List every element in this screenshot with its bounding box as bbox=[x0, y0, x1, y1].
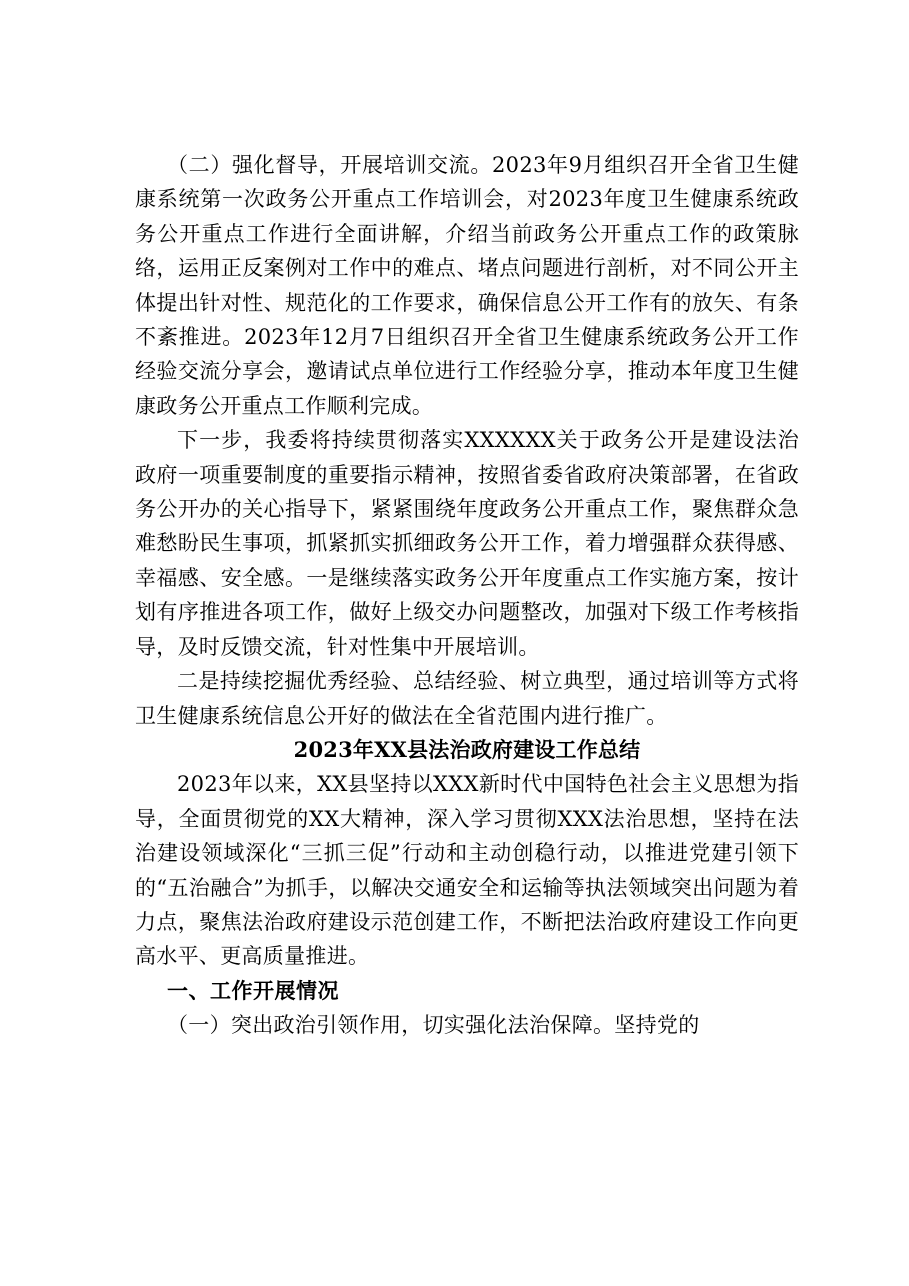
paragraph-training-exchange: （二）强化督导，开展培训交流。2023年9月组织召开全省卫生健康系统第一次政务公开重点工作培训会，对2023年度卫生健康系统政务公开重点工作进行全面讲解，介绍当前政务公开重点工作的政策脉络，运用正反案例对工作中的难点、堵点问题进行剖析，对不同公开主体提出针对性、规范化的工作要求，确保信息公开工作有的放矢、有条不紊推进。2023年12月7日组织召开全省卫生健康系统政务公开工作经验交流分享会，邀请试点单位进行工作经验分享，推动本年度卫生健康政务公开重点工作顺利完成。 bbox=[135, 153, 799, 418]
paragraph-next-steps: 下一步，我委将持续贯彻落实XXXXXX关于政务公开是建设法治政府一项重要制度的重要指示精神，按照省委省政府决策部署，在省政务公开办的关心指导下，紧紧围绕年度政务公开重点工作，聚焦群众急难愁盼民生事项，抓紧抓实抓细政务公开工作，着力增强群众获得感、幸福感、安全感。一是继续落实政务公开年度重点工作实施方案，按计划有序推进各项工作，做好上级交办问题整改，加强对下级工作考核指导，及时反馈交流，针对性集中开展培训。 bbox=[135, 428, 799, 659]
paragraph-intro: 2023年以来，XX县坚持以XXX新时代中国特色社会主义思想为指导，全面贯彻党的XX大精神，深入学习贯彻XXX法治思想，坚持在法治建设领域深化“三抓三促”行动和主动创稳行动，以推进党建引领下的“五治融合”为抓手，以解决交通安全和运输等执法领域突出问题为着力点，聚焦法治政府建设示范创建工作，不断把法治政府建设工作向更高水平、更高质量推进。 bbox=[135, 772, 799, 969]
paragraph-promote-experience: 二是持续挖掘优秀经验、总结经验、树立典型，通过培训等方式将卫生健康系统信息公开好的做法在全省范围内进行推广。 bbox=[135, 669, 799, 728]
paragraph-political-guidance: （一）突出政治引领作用，切实强化法治保障。坚持党的 bbox=[167, 1013, 700, 1038]
section-heading: 一、工作开展情况 bbox=[167, 978, 339, 1003]
document-title: 2023年XX县法治政府建设工作总结 bbox=[293, 736, 641, 762]
document-page bbox=[135, 148, 799, 1043]
